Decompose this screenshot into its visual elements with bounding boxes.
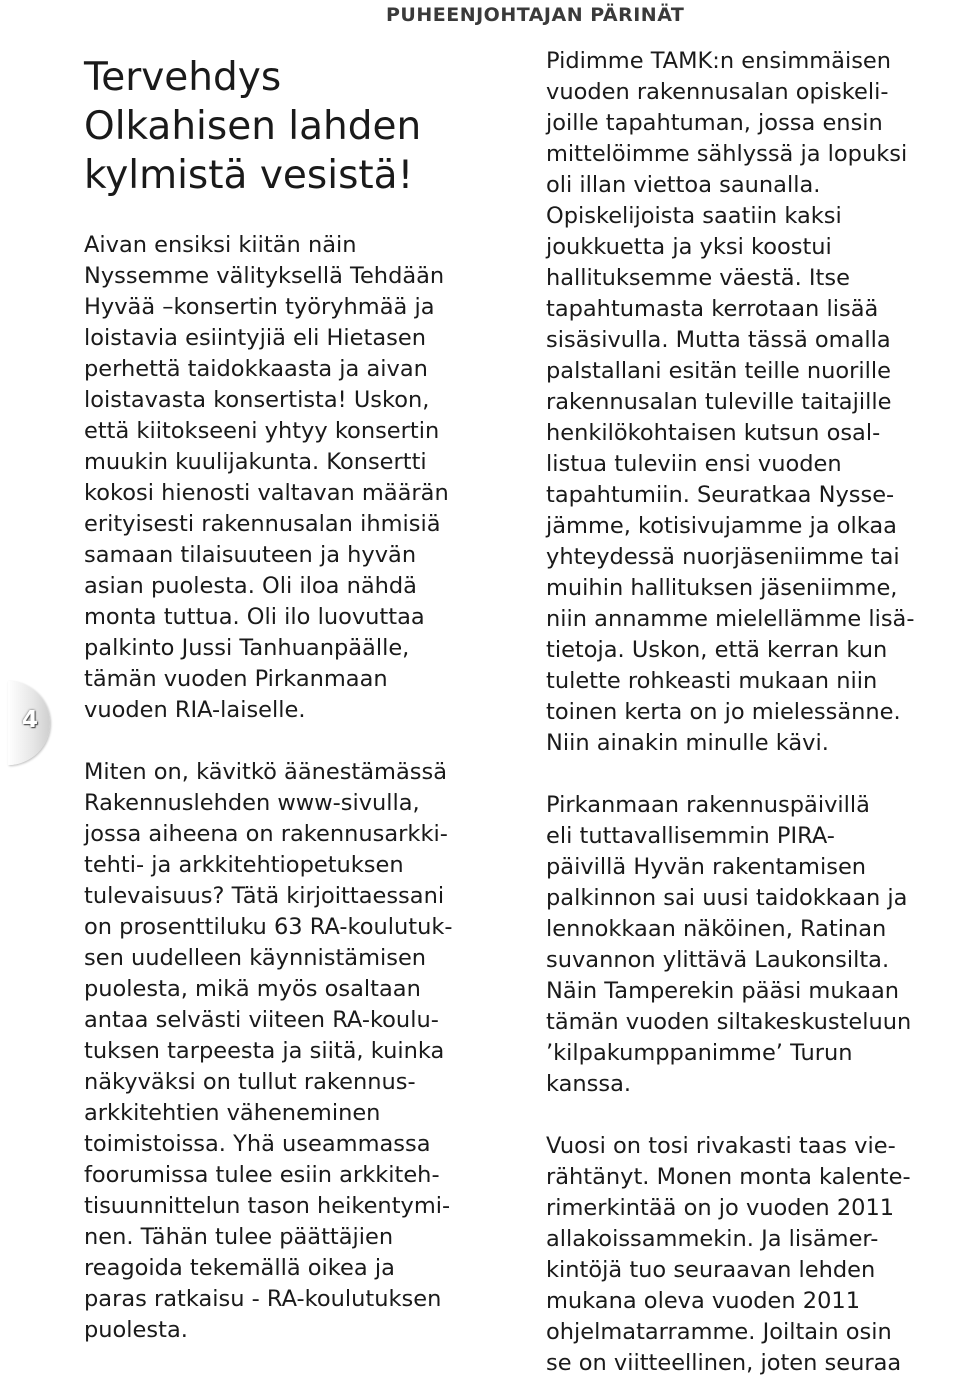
text-line: paras ratkaisu - RA-koulutuksen [84, 1286, 442, 1312]
text-line: hallituksemme väestä. Itse [546, 265, 850, 291]
text-line: eli tuttavallisemmin PIRA- [546, 823, 835, 849]
text-line: Niin ainakin minulle kävi. [546, 730, 829, 756]
text-line: joille tapahtuman, jossa ensin [546, 110, 883, 136]
right-text-column [546, 46, 958, 1379]
text-line: antaa selvästi viiteen RA-koulu- [84, 1007, 439, 1033]
text-line: rakennusalan tuleville taitajille [546, 389, 892, 415]
text-line: tämän vuoden siltakeskusteluun [546, 1009, 912, 1035]
text-line: tuksen tarpeesta ja siitä, kuinka [84, 1038, 445, 1064]
text-line: puolesta. [84, 1317, 188, 1343]
text-line: toimistoissa. Yhä useammassa [84, 1131, 431, 1157]
text-line: tämän vuoden Pirkanmaan [84, 666, 388, 692]
text-line: ’kilpakumppanimme’ Turun [546, 1040, 853, 1066]
text-line: Aivan ensiksi kiitän näin [84, 232, 357, 258]
text-line: jämme, kotisivujamme ja olkaa [546, 513, 897, 539]
text-line: ohjelmatarramme. Joiltain osin [546, 1319, 892, 1345]
text-line: muihin hallituksen jäseniimme, [546, 575, 898, 601]
text-line: Miten on, kävitkö äänestämässä [84, 759, 447, 785]
text-line: Pirkanmaan rakennuspäivillä [546, 792, 870, 818]
text-line: samaan tilaisuuteen ja hyvän [84, 542, 417, 568]
text-line: kintöjä tuo seuraavan lehden [546, 1257, 876, 1283]
text-line: Rakennuslehden www-sivulla, [84, 790, 420, 816]
page-number: 4 [22, 707, 39, 733]
text-line: näkyväksi on tullut rakennus- [84, 1069, 416, 1095]
text-line: nen. Tähän tulee päättäjien [84, 1224, 394, 1250]
text-line: rähtänyt. Monen monta kalente- [546, 1164, 911, 1190]
text-line: reagoida tekemällä oikea ja [84, 1255, 395, 1281]
text-line: erityisesti rakennusalan ihmisiä [84, 511, 441, 537]
text-line: Vuosi on tosi rivakasti taas vie- [546, 1133, 896, 1159]
text-line: se on viitteellinen, joten seuraa [546, 1350, 902, 1376]
text-line: on prosenttiluku 63 RA-koulutuk- [84, 914, 453, 940]
text-line: henkilökohtaisen kutsun osal- [546, 420, 881, 446]
text-line: lennokkaan näköinen, Ratinan [546, 916, 887, 942]
paragraph [546, 790, 958, 1100]
text-line: vuoden RIA-laiselle. [84, 697, 306, 723]
text-line: Näin Tamperekin pääsi mukaan [546, 978, 900, 1004]
title-line: kylmistä vesistä! [84, 153, 414, 198]
text-line: jossa aiheena on rakennusarkki- [84, 821, 448, 847]
text-line: oli illan viettoa saunalla. [546, 172, 821, 198]
text-line: suvannon ylittävä Laukonsilta. [546, 947, 890, 973]
text-line: puolesta, mikä myös osaltaan [84, 976, 421, 1002]
title-line: Olkahisen lahden [84, 104, 422, 149]
text-line: Hyvää –konsertin työryhmää ja [84, 294, 435, 320]
article-title [84, 53, 464, 200]
paragraph [546, 1131, 958, 1379]
text-line: palkinto Jussi Tanhuanpäälle, [84, 635, 410, 661]
text-line: mukana oleva vuoden 2011 [546, 1288, 861, 1314]
text-line: tulevaisuus? Tätä kirjoittaessani [84, 883, 445, 909]
text-line: toinen kerta on jo mielessänne. [546, 699, 901, 725]
text-line: kokosi hienosti valtavan määrän [84, 480, 449, 506]
text-line: sisäsivulla. Mutta tässä omalla [546, 327, 891, 353]
text-line: Nyssemme välityksellä Tehdään [84, 263, 445, 289]
text-line: loistavia esiintyjiä eli Hietasen [84, 325, 426, 351]
text-line: tisuunnittelun tason heikentymi- [84, 1193, 451, 1219]
title-line: Tervehdys [84, 55, 282, 100]
paragraph [546, 46, 958, 759]
text-line: tapahtumiin. Seuratkaa Nysse- [546, 482, 895, 508]
text-line: että kiitokseeni yhtyy konsertin [84, 418, 440, 444]
text-line: tulette rohkeasti mukaan niin [546, 668, 878, 694]
text-line: vuoden rakennusalan opiskeli- [546, 79, 889, 105]
text-line: arkkitehtien väheneminen [84, 1100, 381, 1126]
text-line: palstallani esitän teille nuorille [546, 358, 891, 384]
text-line: Pidimme TAMK:n ensimmäisen [546, 48, 892, 74]
text-line: palkinnon sai uusi taidokkaan ja [546, 885, 908, 911]
text-line: tapahtumasta kerrotaan lisää [546, 296, 879, 322]
text-line: niin annamme mielellämme lisä- [546, 606, 915, 632]
text-line: allakoissammekin. Ja lisämer- [546, 1226, 879, 1252]
text-line: foorumissa tulee esiin arkkiteh- [84, 1162, 440, 1188]
text-line: muukin kuulijakunta. Konsertti [84, 449, 427, 475]
text-line: yhteydessä nuorjäseniimme tai [546, 544, 900, 570]
paragraph [84, 230, 524, 726]
text-line: tehti- ja arkkitehtiopetuksen [84, 852, 404, 878]
left-text-column [84, 230, 524, 1346]
text-line: mittelöimme sählyssä ja lopuksi [546, 141, 908, 167]
text-line: kanssa. [546, 1071, 632, 1097]
text-line: asian puolesta. Oli iloa nähdä [84, 573, 417, 599]
text-line: Opiskelijoista saatiin kaksi [546, 203, 842, 229]
text-line: joukkuetta ja yksi koostui [546, 234, 832, 260]
paragraph [84, 757, 524, 1346]
text-line: loistavasta konsertista! Uskon, [84, 387, 430, 413]
text-line: tietoja. Uskon, että kerran kun [546, 637, 888, 663]
text-line: perhettä taidokkaasta ja aivan [84, 356, 428, 382]
text-line: rimerkintää on jo vuoden 2011 [546, 1195, 895, 1221]
text-line: listua tuleviin ensi vuoden [546, 451, 842, 477]
text-line: sen uudelleen käynnistämisen [84, 945, 427, 971]
text-line: monta tuttua. Oli ilo luovuttaa [84, 604, 425, 630]
text-line: päivillä Hyvän rakentamisen [546, 854, 867, 880]
section-header: PUHEENJOHTAJAN PÄRINÄT [386, 4, 685, 26]
